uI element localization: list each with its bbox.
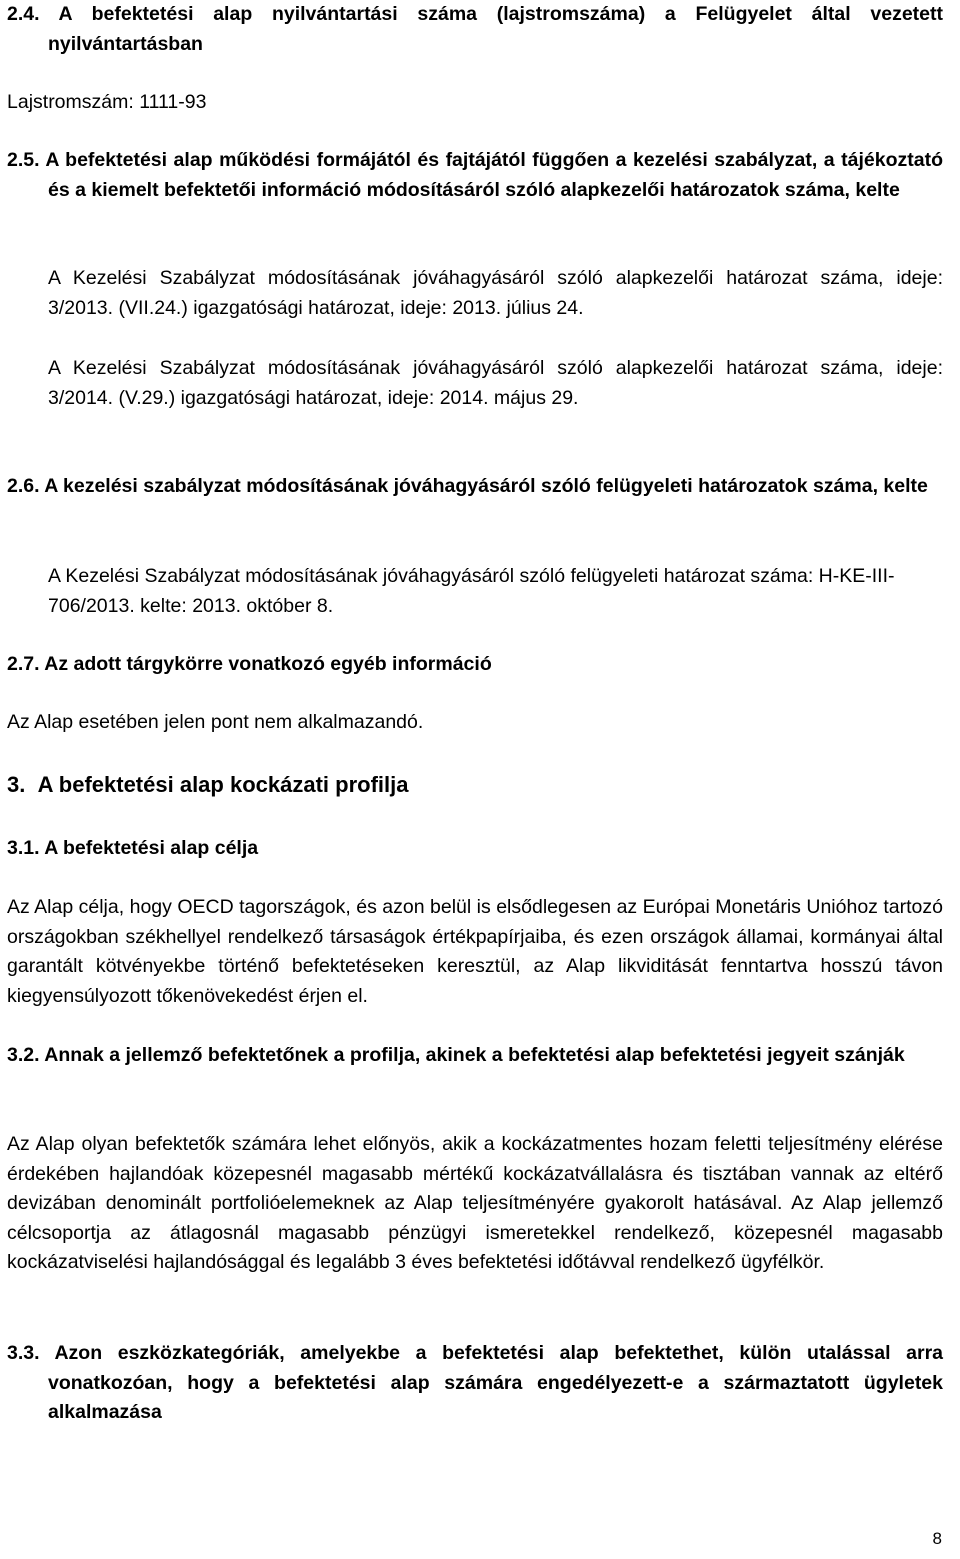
registration-number: Lajstromszám: 1111-93: [7, 91, 207, 113]
section-number: 2.6.: [7, 475, 40, 497]
section-number: 2.4.: [7, 3, 40, 25]
section-title: A befektetési alap célja: [44, 837, 259, 859]
page-number: 8: [932, 1529, 942, 1548]
section-number: 2.5.: [7, 149, 40, 171]
section-title: A kezelési szabályzat módosításának jóváhagyásáról szóló felügyeleti határozatok száma, kelte: [44, 475, 928, 497]
section-title: Azon eszközkategóriák, amelyekbe a befektetési alap befektethet, külön utalással arra vonatkozóan, hogy a befektetési alap számára engedélyezett-e a származtatott ügyletek alkalmazása: [48, 1342, 943, 1423]
investor-profile-paragraph: Az Alap olyan befektetők számára lehet előnyös, akik a kockázatmentes hozam feletti teljesítmény elérése érdekében hajlandóak közepesnél magasabb mértékű kockázatvállalásra és tisztában vannak az eltérő devizában denominált portfolióelemeknek az Alap teljesítményére gyakorolt hatásával. Az Alap jellemző célcsoportja az átlagosnál magasabb pénzügyi ismeretekkel rendelkező, közepesnél magasabb kockázatviselési hajlandósággal és legalább 3 éves befektetési időtávval rendelkező ügyfélkör.: [7, 1133, 943, 1273]
section-2-4-heading: [7, 0, 943, 59]
section-title: Az adott tárgykörre vonatkozó egyéb információ: [44, 653, 492, 675]
section-number: 2.7.: [7, 653, 40, 675]
section-number: 3.2.: [7, 1044, 40, 1066]
section-3-1-heading: [7, 834, 943, 864]
section-2-7-heading: [7, 650, 943, 680]
section-title: A befektetési alap nyilvántartási száma (lajstromszáma) a Felügyelet által vezetett nyilvántartásban: [48, 3, 943, 55]
section-title: A befektetési alap kockázati profilja: [37, 772, 409, 797]
decision-2013-paragraph: A Kezelési Szabályzat módosításának jóváhagyásáról szóló alapkezelői határozat száma, ideje: 3/2013. (VII.24.) igazgatósági határozat, ideje: 2013. július 24.: [48, 267, 943, 319]
not-applicable-paragraph: Az Alap esetében jelen pont nem alkalmazandó.: [7, 711, 424, 733]
section-3-heading: [7, 770, 943, 800]
section-number: 3.1.: [7, 837, 40, 859]
supervisory-decision-paragraph: A Kezelési Szabályzat módosításának jóváhagyásáról szóló felügyeleti határozat száma: H-KE-III-706/2013. kelte: 2013. október 8.: [48, 565, 895, 617]
section-title: A befektetési alap működési formájától és fajtájától függően a kezelési szabályzat, a tájékoztató és a kiemelt befektetői információ módosításáról szóló alapkezelői határozatok száma, kelte: [45, 149, 943, 201]
decision-2014-paragraph: A Kezelési Szabályzat módosításának jóváhagyásáról szóló alapkezelői határozat száma, ideje: 3/2014. (V.29.) igazgatósági határozat, ideje: 2014. május 29.: [48, 357, 943, 409]
section-number: 3.: [7, 772, 26, 797]
fund-objective-paragraph: Az Alap célja, hogy OECD tagországok, és azon belül is elsődlegesen az Európai Monetáris Unióhoz tartozó országokban székhellyel rendelkező társaságok értékpapírjaiba, és ezen országok államai, kormányai által garantált kötvényekbe történő befektetéseken keresztül, az Alap likviditását fenntartva hosszú távon kiegyensúlyozott tőkenövekedést érjen el.: [7, 896, 943, 1007]
section-2-6-heading: [7, 472, 943, 502]
section-2-5-heading: [7, 146, 943, 205]
section-3-2-heading: [7, 1041, 943, 1071]
section-title: Annak a jellemző befektetőnek a profilja, akinek a befektetési alap befektetési jegyeit szánják: [44, 1044, 905, 1066]
section-number: 3.3.: [7, 1342, 40, 1364]
section-3-3-heading: [7, 1339, 943, 1428]
